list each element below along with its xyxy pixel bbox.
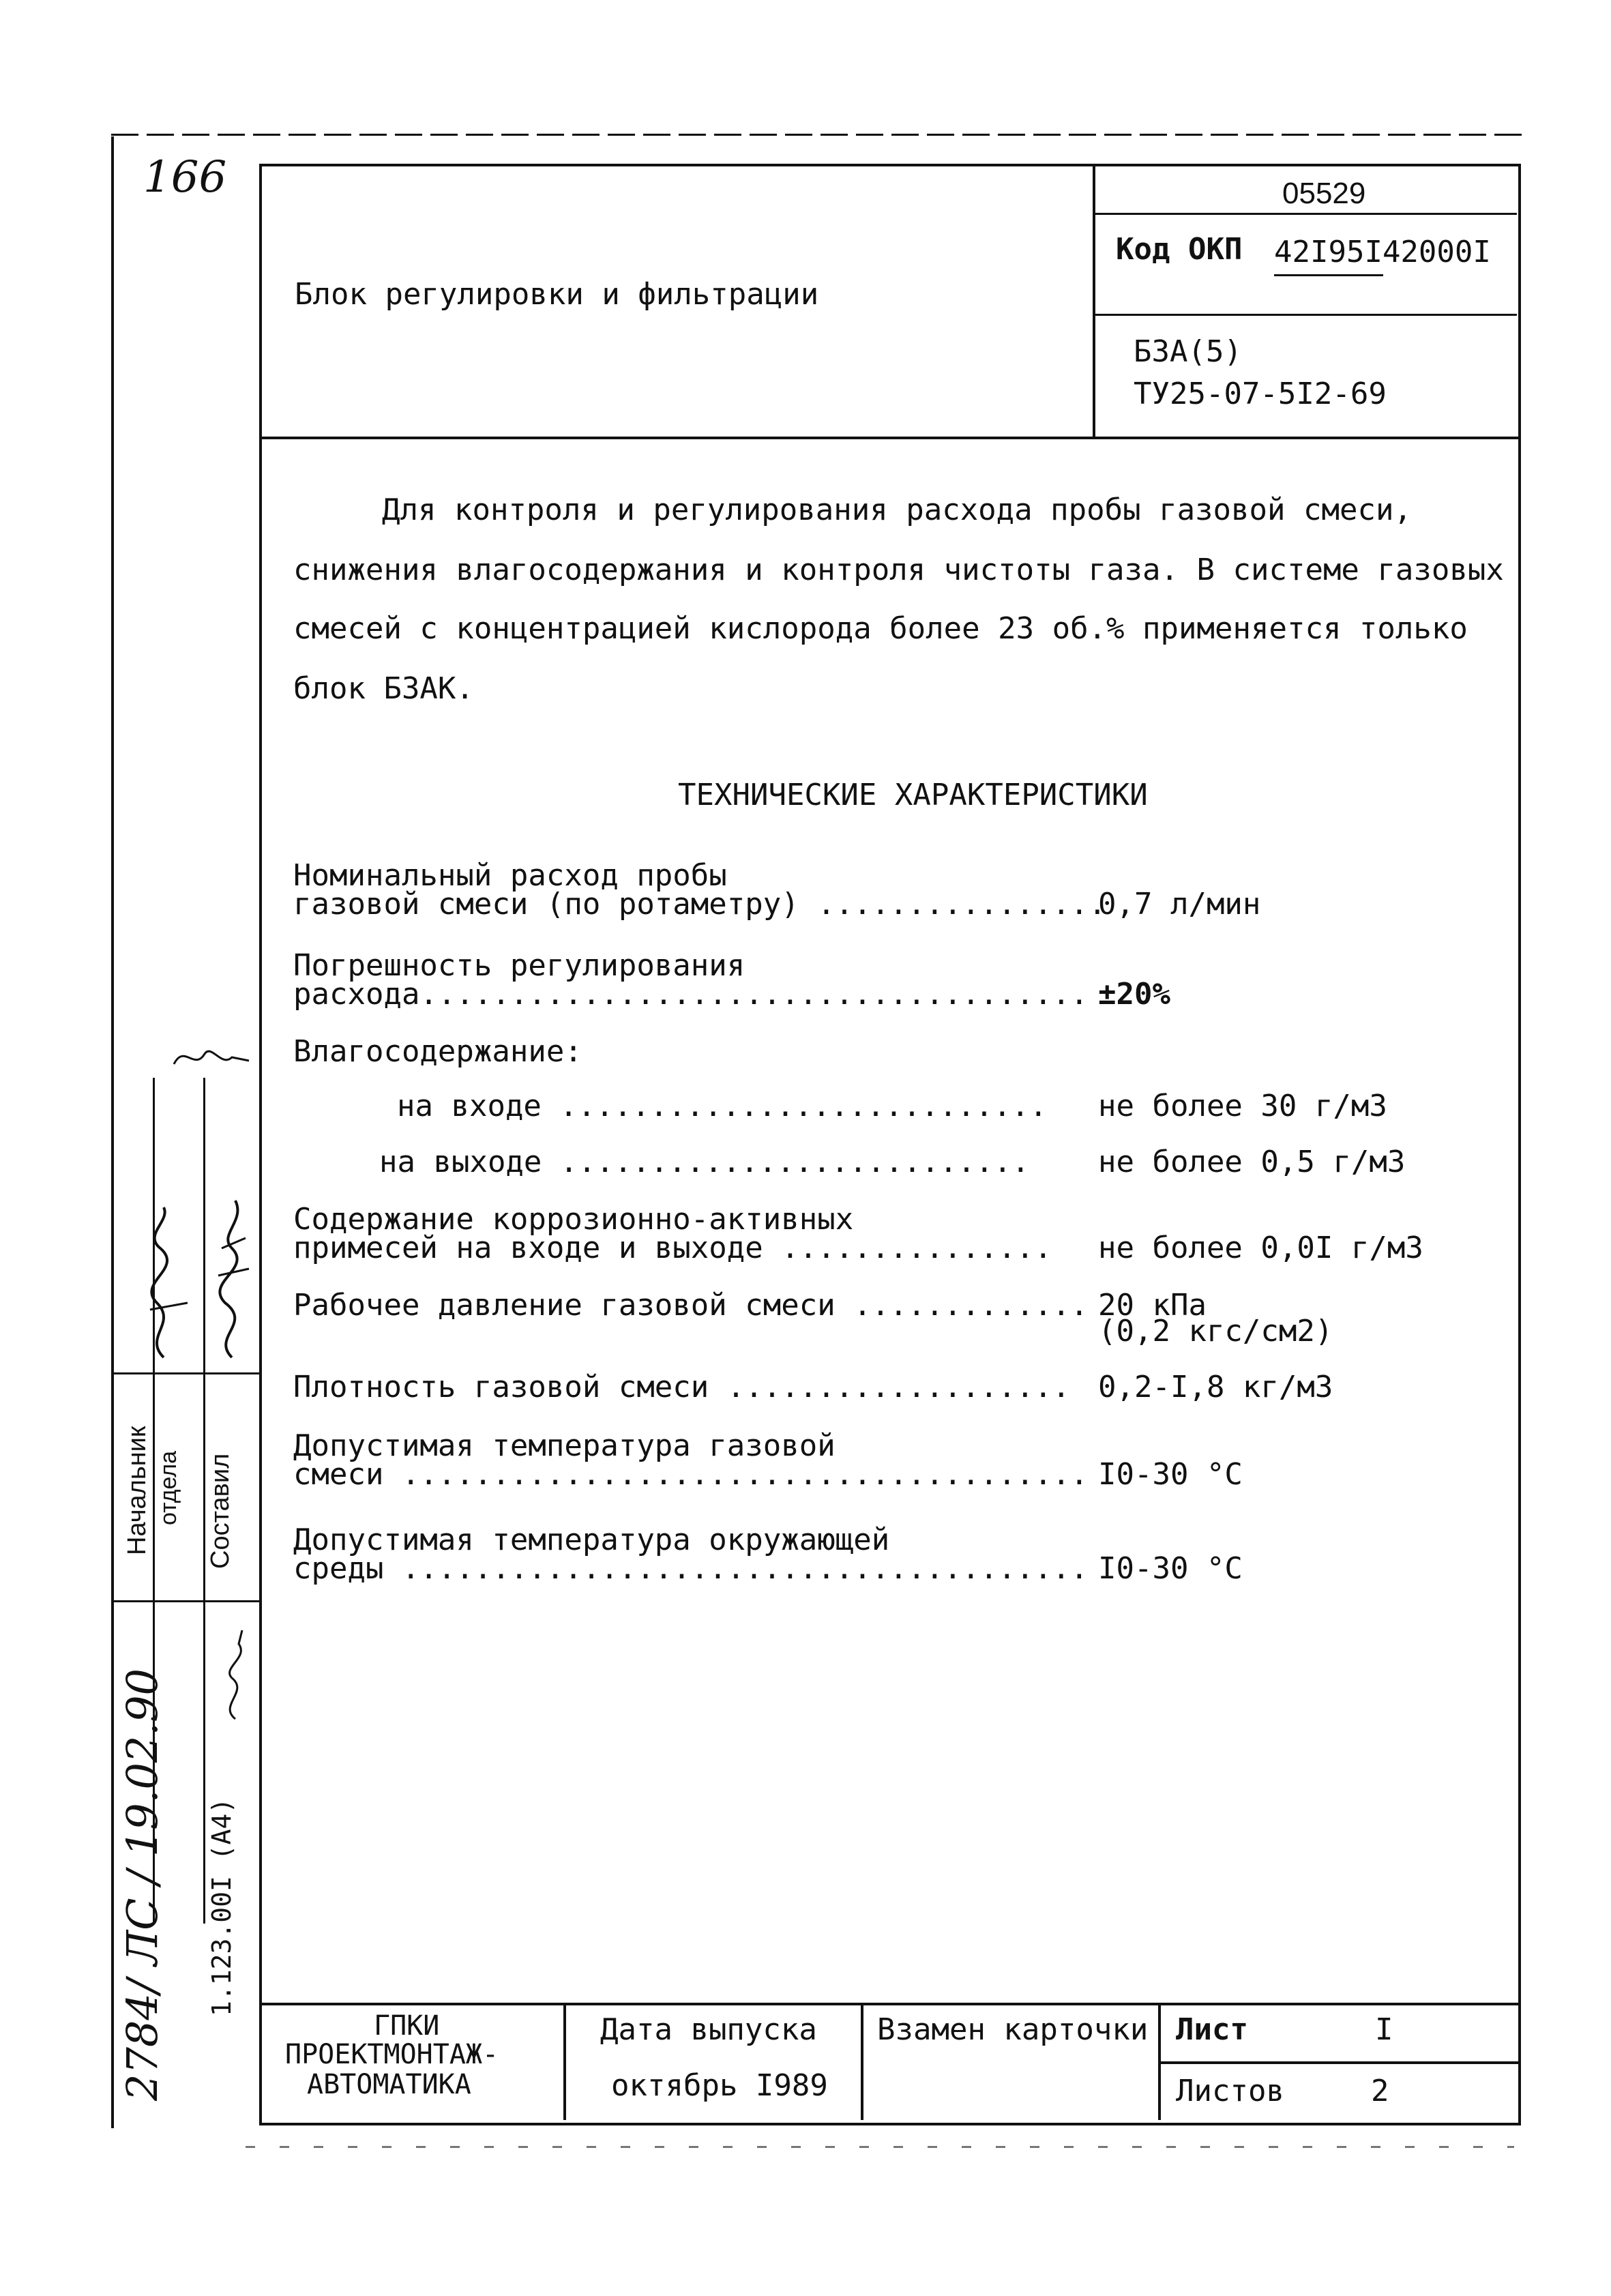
bottom-dashed-rule	[246, 2146, 1514, 2148]
footer-org-line-3: АВТОМАТИКА	[307, 2069, 471, 2100]
spec-corrosion-label-2: примесей на входе и выходе ...............	[293, 1231, 1052, 1265]
spec-pressure-value-1: 20 кПа	[1098, 1288, 1207, 1323]
spec-pressure-value-2: (0,2 кгс/см2)	[1098, 1314, 1333, 1349]
footer-date-value: октябрь I989	[611, 2068, 828, 2103]
model-code: БЗА(5)	[1134, 334, 1242, 369]
intro-line-2: снижения влагосодержания и контроля чистоты газа. В системе газовых	[293, 553, 1504, 587]
spec-moisture-out-value: не более 0,5 г/м3	[1098, 1145, 1406, 1179]
signature-nachalnik	[123, 1201, 205, 1364]
spec-error-value: ±20%	[1098, 977, 1170, 1012]
spec-corrosion-value: не более 0,0I г/м3	[1098, 1231, 1423, 1265]
footer-sheet-value: I	[1375, 2012, 1393, 2047]
okp-value: 42I95I42000I	[1274, 235, 1491, 269]
spec-density-value: 0,2-I,8 кг/м3	[1098, 1370, 1333, 1404]
header-bottom-rule	[259, 437, 1518, 439]
okp-underline	[1274, 274, 1383, 276]
footer-sheet-label: Лист	[1176, 2012, 1248, 2047]
header-code: 05529	[1282, 177, 1366, 210]
margin-form-code: 1.123.00I (А4)	[207, 1797, 237, 2016]
spec-gas-temp-value: I0-30 °С	[1098, 1457, 1243, 1492]
spec-title: ТЕХНИЧЕСКИЕ ХАРАКТЕРИСТИКИ	[678, 778, 1148, 812]
spec-error-label-2: расхода.....................................	[293, 977, 1089, 1012]
footer-sheets-value: 2	[1371, 2074, 1389, 2108]
spec-env-temp-value: I0-30 °С	[1098, 1551, 1243, 1586]
spec-flow-value: 0,7 л/мин	[1098, 887, 1261, 922]
footer-sheets-label: Листов	[1176, 2074, 1284, 2108]
spec-moisture-out-label: на выходе ..........................	[379, 1145, 1030, 1179]
spec-env-temp-label-1: Допустимая температура окружающей	[293, 1522, 890, 1557]
footer-org-line-1: ГПКИ	[374, 2010, 440, 2042]
spec-env-temp-label-2: среды ......................................	[293, 1551, 1089, 1586]
footer-org-line-2: ПРОЕКТМОНТАЖ-	[285, 2039, 499, 2070]
spec-flow-label-2: газовой смеси (по ротаметру) ................	[293, 887, 1107, 922]
spec-moisture-in-label: на входе ...........................	[397, 1089, 1048, 1123]
header-code-rule	[1093, 213, 1517, 215]
margin-label-sostavil: Составил	[206, 1453, 235, 1569]
signature-date	[211, 1623, 259, 1726]
intro-line-3: смесей с концентрацией кислорода более 23 об.% применяется только	[293, 611, 1468, 646]
left-margin-rule	[111, 136, 114, 2128]
spec-corrosion-label-1: Содержание коррозионно-активных	[293, 1202, 854, 1237]
okp-label: Код ОКП	[1116, 232, 1243, 267]
spec-flow-label-1: Номинальный расход пробы	[293, 858, 727, 893]
margin-label-otdela: отдела	[156, 1451, 181, 1525]
signature-sostavil	[205, 1173, 259, 1364]
margin-hrule-1	[111, 1372, 259, 1374]
spec-moisture-in-value: не более 30 г/м3	[1098, 1089, 1387, 1123]
spec-gas-temp-label-2: смеси ......................................	[293, 1457, 1089, 1492]
top-dashed-rule	[111, 134, 1530, 136]
spec-density-label: Плотность газовой смеси ...................	[293, 1370, 1071, 1404]
footer-replace-label: Взамен карточки	[877, 2012, 1149, 2047]
footer-top-rule	[259, 2003, 1518, 2005]
footer-date-label: Дата выпуска	[600, 2012, 817, 2047]
signature-top	[171, 1037, 252, 1078]
margin-hrule-2	[111, 1600, 259, 1602]
footer-col-rule-1	[563, 2003, 566, 2120]
page-number: 166	[143, 152, 227, 203]
intro-line-4: блок БЗАК.	[293, 671, 474, 706]
margin-label-nachalnik: Начальник	[123, 1426, 151, 1555]
document-title: Блок регулировки и фильтрации	[295, 277, 819, 312]
header-vertical-rule	[1093, 164, 1095, 438]
intro-line-1: Для контроля и регулирования расхода пробы газовой смеси,	[382, 492, 1412, 527]
spec-moisture-heading: Влагосодержание:	[293, 1034, 582, 1069]
footer-sheet-rule	[1158, 2061, 1518, 2064]
tu-code: ТУ25-07-5I2-69	[1134, 377, 1387, 411]
spec-error-label-1: Погрешность регулирования	[293, 948, 745, 983]
footer-col-rule-2	[861, 2003, 863, 2120]
spec-gas-temp-label-1: Допустимая температура газовой	[293, 1428, 836, 1463]
spec-pressure-label: Рабочее давление газовой смеси .............	[293, 1288, 1089, 1323]
header-okp-rule	[1093, 314, 1517, 316]
margin-handwritten-ref: 2784/ ЛС / 19.02.90	[117, 1668, 167, 2101]
